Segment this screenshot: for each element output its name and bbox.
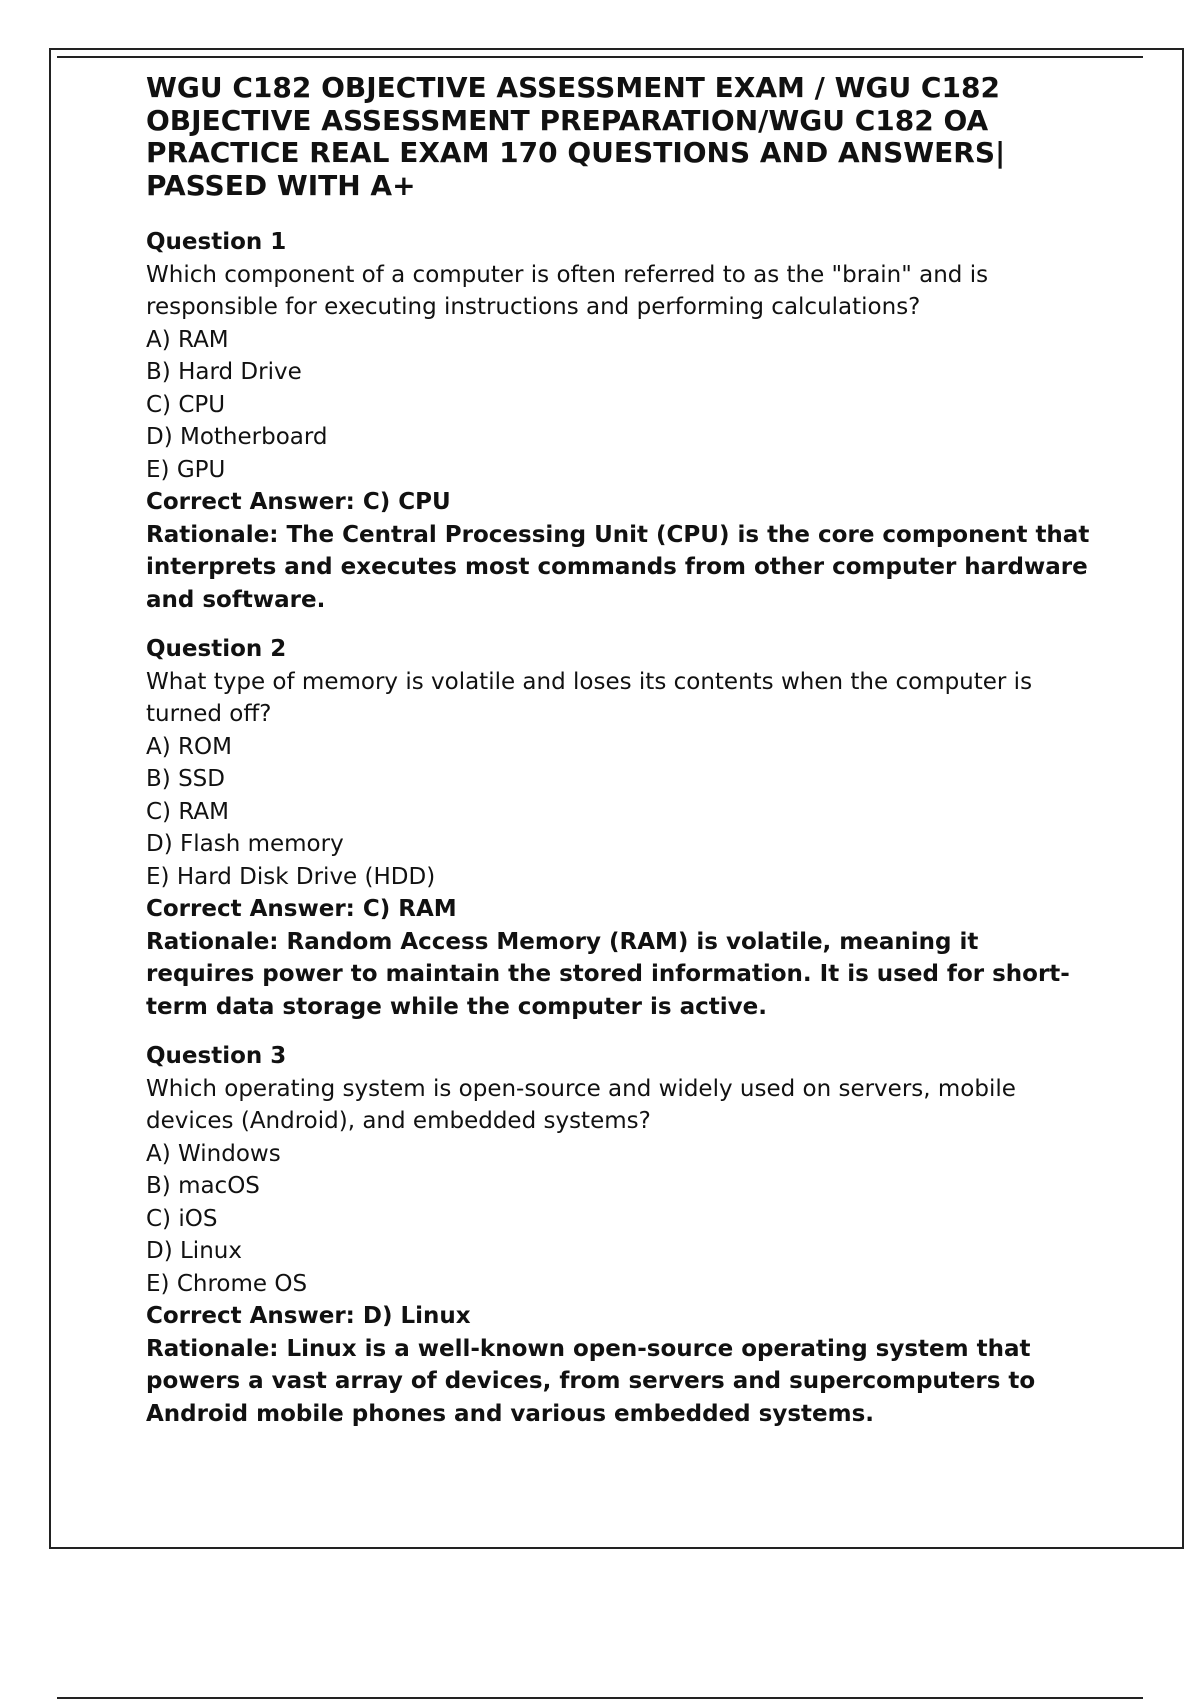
answer-option: C) iOS [146,1205,218,1232]
bottom-rule [57,1697,1143,1699]
answer-option: A) ROM [146,733,232,760]
answer-option: E) GPU [146,456,226,483]
top-rule [57,56,1143,58]
correct-answer: Correct Answer: C) RAM [146,896,457,922]
answer-option: B) macOS [146,1173,260,1199]
question-heading: Question 2 [146,636,287,662]
rationale: Rationale: Linux is a well-known open-source operating system that powers a vast array of devices, from servers and supercomputers to Android mobile phones and various embedded systems. [146,1335,1036,1427]
answer-option: D) Motherboard [146,424,328,450]
question-heading: Question 3 [146,1043,287,1069]
rationale: Rationale: Random Access Memory (RAM) is volatile, meaning it requires power to maintain the stored information. It is used for short-term data storage while the computer is active. [146,928,1070,1020]
question-block-3 [146,1040,1091,1430]
question-block-2 [146,633,1091,1023]
answer-option: C) RAM [146,798,229,825]
question-text: Which component of a computer is often referred to as the "brain" and is responsible for executing instructions and performing calculations? [146,261,989,320]
answer-option: A) RAM [146,326,229,353]
question-text: What type of memory is volatile and loses its contents when the computer is turned off? [146,668,1033,727]
rationale: Rationale: The Central Processing Unit (CPU) is the core component that interprets and executes most commands from other computer hardware and software. [146,521,1090,613]
answer-option: C) CPU [146,391,226,418]
answer-option: A) Windows [146,1140,281,1167]
question-text: Which operating system is open-source and widely used on servers, mobile devices (Android), and embedded systems? [146,1075,1016,1134]
correct-answer: Correct Answer: C) CPU [146,489,451,515]
question-block-1 [146,226,1091,616]
answer-option: E) Hard Disk Drive (HDD) [146,863,436,890]
answer-option: E) Chrome OS [146,1270,308,1297]
answer-option: B) Hard Drive [146,359,302,385]
document-title: WGU C182 OBJECTIVE ASSESSMENT EXAM / WGU C182 OBJECTIVE ASSESSMENT PREPARATION/WGU C182 OA PRACTICE REAL EXAM 170 QUESTIONS AND ANSWERS| PASSED WITH A+ [146,71,1006,202]
question-heading: Question 1 [146,229,287,255]
answer-option: D) Flash memory [146,831,344,857]
answer-option: B) SSD [146,766,225,792]
answer-option: D) Linux [146,1238,242,1264]
correct-answer: Correct Answer: D) Linux [146,1303,471,1329]
document-body [146,72,1091,1447]
